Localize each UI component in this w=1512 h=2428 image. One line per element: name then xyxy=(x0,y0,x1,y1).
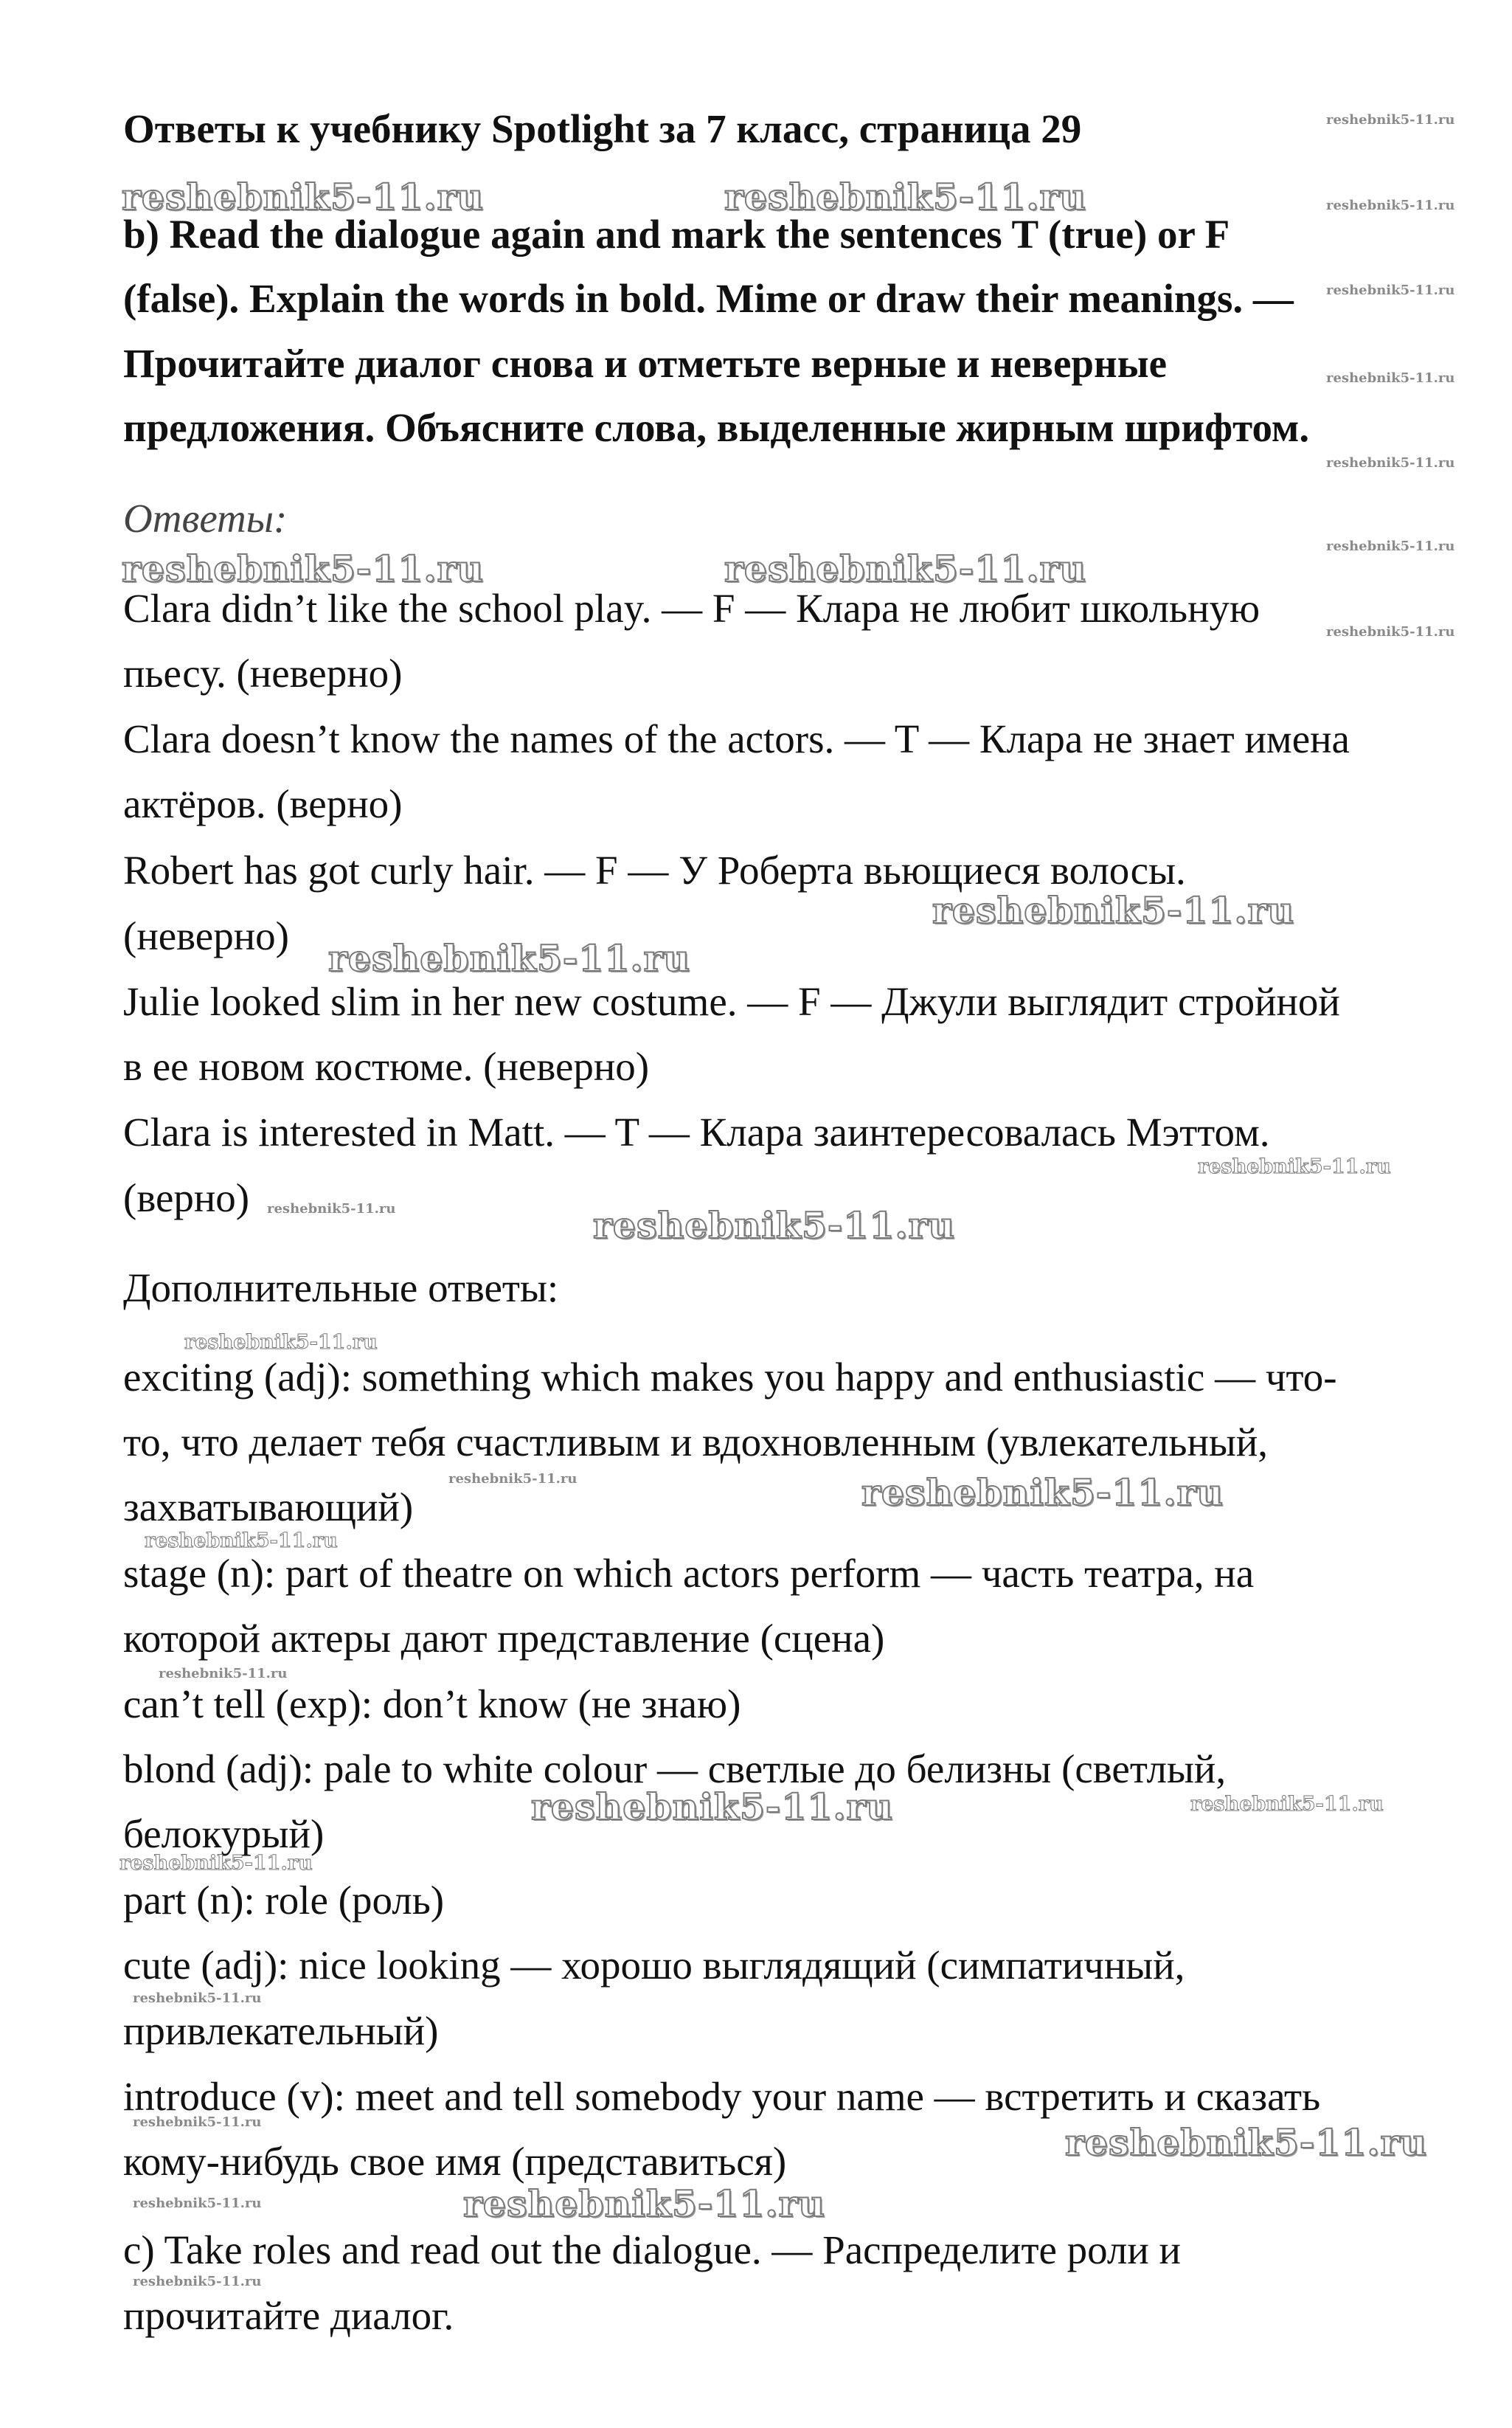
answer-line: актёров. (верно) xyxy=(123,781,403,826)
extra-line: захватывающий) xyxy=(123,1484,414,1529)
extra-line: part (n): role (роль) xyxy=(123,1878,445,1923)
watermark: reshebnik5-11.ru xyxy=(184,1331,378,1354)
watermark: reshebnik5-11.ru xyxy=(133,2274,262,2289)
answer-line: (неверно) xyxy=(123,913,289,958)
watermark: reshebnik5-11.ru xyxy=(119,1852,313,1875)
answer-line: Clara didn’t like the school play. — F — Клара не любит школьную xyxy=(123,586,1260,631)
watermark: reshebnik5-11.ru xyxy=(1326,112,1455,128)
watermark: reshebnik5-11.ru xyxy=(932,889,1294,932)
watermark: reshebnik5-11.ru xyxy=(133,2114,262,2130)
watermark: reshebnik5-11.ru xyxy=(1065,2121,1427,2164)
task-b-line-3: Прочитайте диалог снова и отметьте верные и неверные xyxy=(123,341,1168,386)
task-b-line-2: (false). Explain the words in bold. Mime or draw their meanings. — xyxy=(123,276,1294,321)
watermark: reshebnik5-11.ru xyxy=(133,1991,262,2006)
extra-line: can’t tell (exp): don’t know (не знаю) xyxy=(123,1681,741,1726)
answer-line: Robert has got curly hair. — F — У Роберта вьющиеся волосы. xyxy=(123,848,1186,893)
answers-label: Ответы: xyxy=(123,496,288,541)
watermark: reshebnik5-11.ru xyxy=(145,1529,338,1552)
watermark: reshebnik5-11.ru xyxy=(1326,624,1455,640)
answer-line: Julie looked slim in her new costume. — F — Джули выглядит стройной xyxy=(123,979,1340,1024)
watermark: reshebnik5-11.ru xyxy=(1198,1155,1391,1178)
answer-line: Clara is interested in Matt. — T — Клара заинтересовалась Мэттом. xyxy=(123,1110,1270,1155)
watermark: reshebnik5-11.ru xyxy=(861,1471,1224,1514)
watermark: reshebnik5-11.ru xyxy=(593,1204,955,1247)
extra-line: белокурый) xyxy=(123,1811,325,1856)
watermark: reshebnik5-11.ru xyxy=(159,1666,288,1681)
task-c-line-2: прочитайте диалог. xyxy=(123,2293,454,2338)
watermark: reshebnik5-11.ru xyxy=(1326,283,1455,298)
extra-line: introduce (v): meet and tell somebody your name — встретить и сказать xyxy=(123,2074,1321,2119)
answer-line: Clara doesn’t know the names of the actors. — T — Клара не знает имена xyxy=(123,716,1350,761)
answer-line: в ее новом костюме. (неверно) xyxy=(123,1044,650,1089)
task-b-line-4: предложения. Объясните слова, выделенные жирным шрифтом. xyxy=(123,405,1310,450)
watermark: reshebnik5-11.ru xyxy=(448,1471,578,1487)
watermark: reshebnik5-11.ru xyxy=(122,547,484,590)
watermark: reshebnik5-11.ru xyxy=(531,1785,893,1828)
watermark: reshebnik5-11.ru xyxy=(328,937,690,980)
watermark: reshebnik5-11.ru xyxy=(133,2196,262,2211)
page-header: Ответы к учебнику Spotlight за 7 класс, страница 29 xyxy=(123,106,1082,151)
watermark: reshebnik5-11.ru xyxy=(1326,198,1455,213)
extra-line: то, что делает тебя счастливым и вдохновленным (увлекательный, xyxy=(123,1419,1269,1464)
extra-line: привлекательный) xyxy=(123,2008,439,2053)
extra-line: которой актеры дают представление (сцена) xyxy=(123,1616,885,1661)
answer-line: (верно) xyxy=(123,1175,250,1220)
extra-line: blond (adj): pale to white colour — светлые до белизны (светлый, xyxy=(123,1746,1227,1791)
extra-line: кому-нибудь свое имя (представиться) xyxy=(123,2139,787,2184)
watermark: reshebnik5-11.ru xyxy=(724,176,1086,218)
extra-line: stage (n): part of theatre on which actors perform — часть театра, на xyxy=(123,1551,1255,1596)
task-b-line-1: b) Read the dialogue again and mark the sentences T (true) or F xyxy=(123,212,1230,257)
extra-line: exciting (adj): something which makes you happy and enthusiastic — что- xyxy=(123,1355,1337,1400)
watermark: reshebnik5-11.ru xyxy=(1326,539,1455,554)
watermark: reshebnik5-11.ru xyxy=(122,176,484,218)
watermark: reshebnik5-11.ru xyxy=(1190,1793,1384,1816)
watermark: reshebnik5-11.ru xyxy=(1326,370,1455,386)
watermark: reshebnik5-11.ru xyxy=(463,2182,825,2225)
extra-line: cute (adj): nice looking — хорошо выглядящий (симпатичный, xyxy=(123,1943,1185,1988)
extra-answers-label: Дополнительные ответы: xyxy=(123,1265,559,1310)
task-c-line-1: c) Take roles and read out the dialogue. — Распределите роли и xyxy=(123,2227,1181,2272)
watermark: reshebnik5-11.ru xyxy=(724,547,1086,590)
answer-line: пьесу. (неверно) xyxy=(123,651,403,696)
watermark: reshebnik5-11.ru xyxy=(267,1201,396,1217)
watermark: reshebnik5-11.ru xyxy=(1326,455,1455,471)
